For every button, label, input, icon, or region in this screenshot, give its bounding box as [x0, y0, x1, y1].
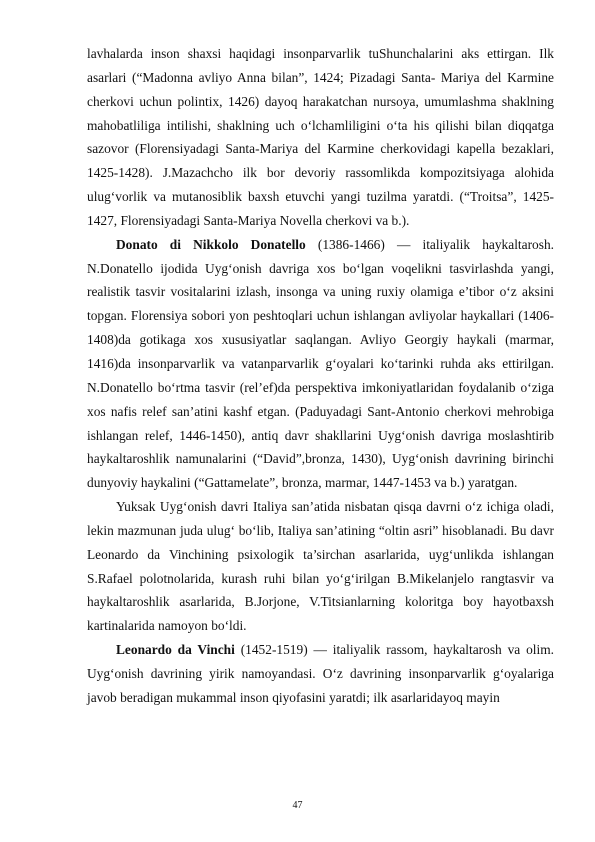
paragraph-1-text: lavhalarda inson shaxsi haqidagi insonparvarlik tuShunchalarini aks ettirgan. Ilk asarlari (“Madonna avliyo Anna bilan”, 1424; Pizadagi Santa- Mariya del Karmine cherkovi uchun polintix, 1426) dayoq harakatchan nursoya, umumlashma shaklning mahobatliliga intilishi, shaklning uch o‘lchamliligini o‘ta his qilishi bilan diqqatga sazovor (Florensiyadagi Santa-Mariya del Karmine cherkovidagi kapella bezaklari, 1425-1428). J.Mazachcho ilk bor devoriy rassomlikda kompozitsiyaga alohida ulug‘vorlik va mutanosiblik baxsh etuvchi yangi tuzilma yaratdi. (“Troitsa”, 1425-1427, Florensiyadagi Santa-Mariya Novella cherkovi va b.).: [87, 46, 554, 228]
paragraph-4-text: (1452-1519) — italiyalik rassom, haykaltarosh va olim. Uyg‘onish davrining yirik namoyandasi. O‘z davrining insonparvarlik g‘oyalariga javob beradigan mukammal inson qiyofasini yaratdi; ilk asarlaridayoq mayin: [87, 642, 554, 705]
paragraph-3: [87, 495, 554, 638]
paragraph-1: [87, 42, 554, 233]
paragraph-2-heading: Donato di Nikkolo Donatello: [116, 236, 306, 252]
paragraph-4-heading: Leonardo da Vinchi: [116, 642, 235, 658]
paragraph-2: [87, 233, 554, 495]
paragraph-2-text: (1386-1466) — italiyalik haykaltarosh. N.Donatello ijodida Uyg‘onish davriga xos bo‘lgan voqelikni tasvirlashda yangi, realistik tasvir vositalarini izlash, insonga va uning ruxiy olamiga e’tibor o‘z aksini topgan. Florensiya sobori yon peshtoqlari uchun ishlangan avliyolar haykallari (1406-1408)da gotikaga xos xususiyatlar saqlangan. Avliyo Georgiy haykali (marmar, 1416)da insonparvarlik va vatanparvarlik g‘oyalari ko‘tarinki ruhda aks ettirilgan. N.Donatello bo‘rtma tasvir (rel’ef)da perspektiva imkoniyatlaridan foydalanib o‘ziga xos nafis relef san’atini kashf etgan. (Paduyadagi Sant-Antonio cherkovi mehrobiga ishlangan relef, 1446-1450), antiq davr shakllarini Uyg‘onish davriga moslashtirib haykaltaroshlik namunalarini (“David”,bronza, 1430), Uyg‘onish davrining birinchi dunyoviy haykalini (“Gattamelate”, bronza, marmar, 1447-1453 va b.) yaratgan.: [87, 236, 554, 491]
page-body: [87, 42, 554, 710]
paragraph-4: [87, 638, 554, 710]
paragraph-3-text: Yuksak Uyg‘onish davri Italiya san’atida nisbatan qisqa davrni o‘z ichiga oladi, lekin mazmunan juda ulug‘ bo‘lib, Italiya san’atining “oltin asri” hisoblanadi. Bu davr Leonardo da Vinchining psixologik ta’sirchan asarlarida, uyg‘unlikda ishlangan S.Rafael polotnolarida, kurash ruhi bilan yo‘g‘irilgan B.Mikelanjelo rangtasvir va haykaltaroshlik asarlarida, B.Jorjone, V.Titsianlarning koloritga boy hayotbaxsh kartinalarida namoyon bo‘ldi.: [87, 499, 554, 634]
page-number: 47: [292, 800, 303, 811]
